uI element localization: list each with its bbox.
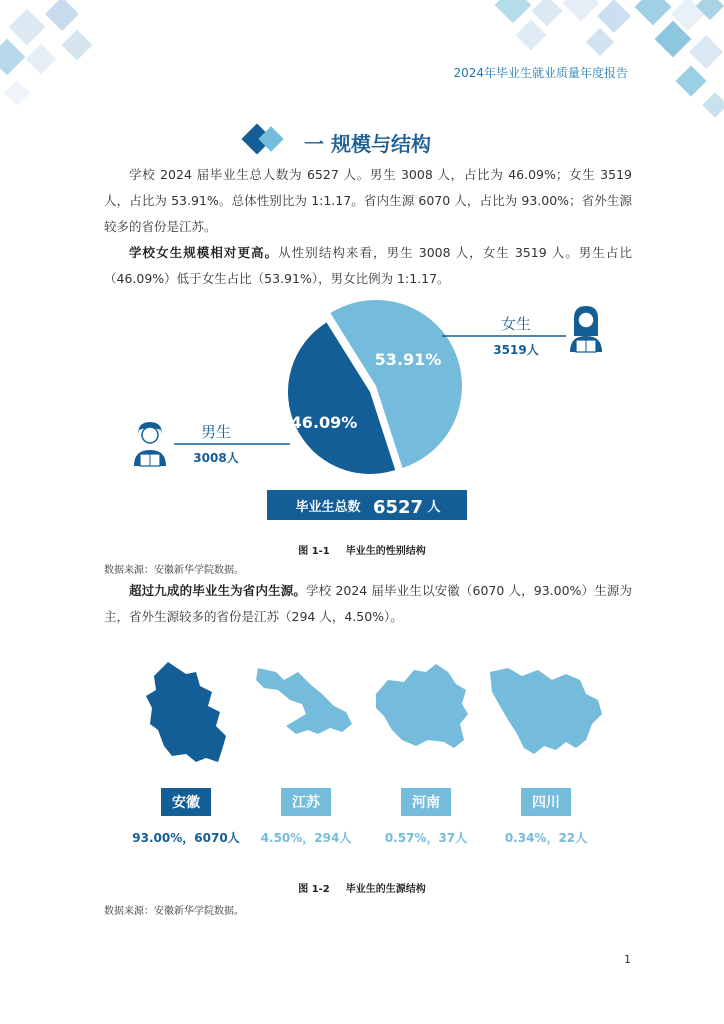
province-name: 四川 xyxy=(532,795,560,811)
province-stat: 0.34%，22人 xyxy=(504,831,588,845)
total-label: 毕业生总数 xyxy=(295,500,361,515)
diamond-icon xyxy=(238,122,298,158)
section-title: 一 规模与结构 xyxy=(304,132,431,156)
province-name: 江苏 xyxy=(292,795,320,811)
female-percent-label: 53.91% xyxy=(374,350,442,369)
origin-paragraph-body: 学校 2024 届毕业生以安徽（6070 人，93.00%）生源为主，省外生源较多的省份是江苏（294 人，4.50%）。 xyxy=(104,583,632,624)
figure-caption-1 xyxy=(0,542,724,557)
data-source-2: 数据来源：安徽新华学院数据。 xyxy=(104,906,244,917)
total-value: 6527 xyxy=(372,497,424,518)
male-count-label: 3008人 xyxy=(193,451,239,465)
figure-number: 图 1-2 xyxy=(298,884,330,895)
map-anhui xyxy=(146,662,226,762)
province-stat: 93.00%，6070人 xyxy=(132,831,240,845)
map-sichuan xyxy=(490,668,602,754)
map-henan xyxy=(376,664,468,748)
female-reader-icon xyxy=(570,306,602,352)
province-stat: 0.57%，37人 xyxy=(384,831,468,845)
gender-pie-chart xyxy=(0,290,724,530)
map-jiangsu xyxy=(256,668,352,734)
origin-paragraph-lead: 超过九成的毕业生为省内生源。 xyxy=(129,583,307,598)
male-name-label: 男生 xyxy=(200,423,232,441)
male-percent-label: 46.09% xyxy=(290,413,358,432)
total-unit: 人 xyxy=(427,500,441,515)
province-stat: 4.50%，294人 xyxy=(260,831,352,845)
province-name: 安徽 xyxy=(172,795,200,811)
gender-paragraph-lead: 学校女生规模相对更高。 xyxy=(129,245,279,260)
intro-paragraph: 学校 2024 届毕业生总人数为 6527 人。男生 3008 人，占比为 46.09%；女生 3519 人，占比为 53.91%。总体性别比为 1:1.17。省内生源 6070 人，占比为 93.00%；省外生源较多的省份是江苏。 xyxy=(104,167,632,234)
figure-title: 毕业生的性别结构 xyxy=(345,546,426,557)
figure-number: 图 1-1 xyxy=(298,546,330,557)
figure-caption-2 xyxy=(0,880,724,895)
province-maps xyxy=(0,650,724,860)
gender-paragraph xyxy=(104,240,632,292)
gender-paragraph-body: 从性别结构来看，男生 3008 人，女生 3519 人。男生占比（46.09%）低于女生占比（53.91%），男女比例为 1:1.17。 xyxy=(104,245,632,286)
male-reader-icon xyxy=(134,422,166,466)
origin-paragraph xyxy=(104,578,632,630)
female-name-label: 女生 xyxy=(500,315,532,333)
female-count-label: 3519人 xyxy=(493,343,539,357)
section-heading xyxy=(0,122,724,158)
province-name: 河南 xyxy=(412,795,440,811)
report-header-title: 2024年毕业生就业质量年度报告 xyxy=(453,66,628,80)
page-number: 1 xyxy=(624,953,631,966)
data-source-1: 数据来源：安徽新华学院数据。 xyxy=(104,565,244,576)
figure-title: 毕业生的生源结构 xyxy=(345,884,426,895)
